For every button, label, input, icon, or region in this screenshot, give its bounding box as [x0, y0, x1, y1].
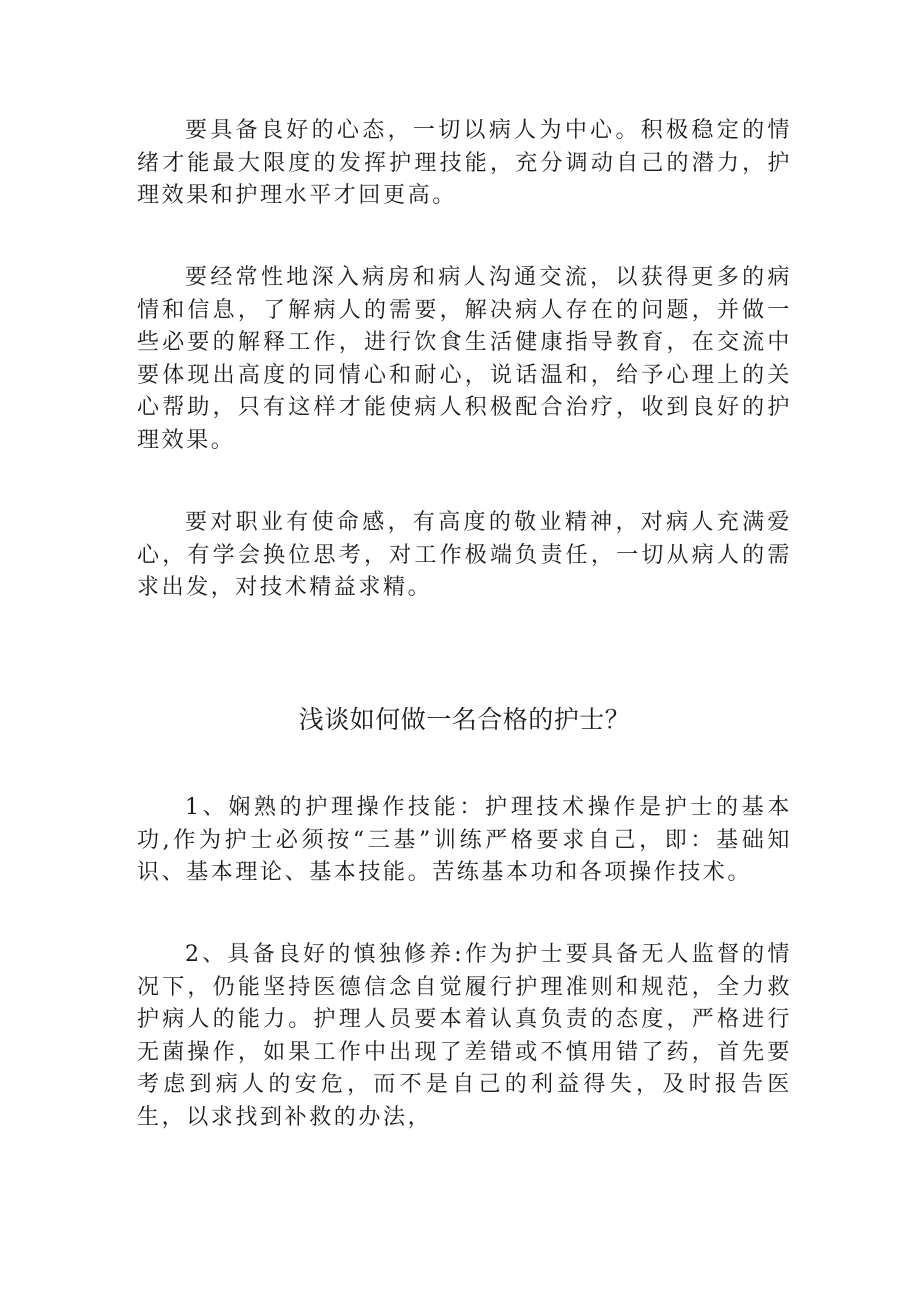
paragraph-self-discipline: 2、具备良好的慎独修养:作为护士要具备无人监督的情况下，仍能坚持医德信念自觉履行护理准则和规范，全力救护病人的能力。护理人员要本着认真负责的态度，严格进行无菌操作，如果工作中出现了差错或不慎用错了药，首先要考虑到病人的安危，而不是自己的利益得失，及时报告医生，以求找到补救的办法， [137, 942, 792, 1130]
section-heading: 浅谈如何做一名合格的护士？ [298, 705, 631, 734]
paragraph-mindset: 要具备良好的心态，一切以病人为中心。积极稳定的情绪才能最大限度的发挥护理技能，充分调动自己的潜力，护理效果和护理水平才回更高。 [137, 118, 792, 209]
paragraph-dedication: 要对职业有使命感，有高度的敬业精神，对病人充满爱心，有学会换位思考，对工作极端负责任，一切从病人的需求出发，对技术精益求精。 [137, 510, 792, 601]
paragraph-nursing-skills: 1、娴熟的护理操作技能：护理技术操作是护士的基本功,作为护士必须按“三基”训练严格要求自己，即：基础知识、基本理论、基本技能。苦练基本功和各项操作技术。 [137, 795, 792, 886]
paragraph-communication: 要经常性地深入病房和病人沟通交流，以获得更多的病情和信息，了解病人的需要，解决病人存在的问题，并做一些必要的解释工作，进行饮食生活健康指导教育，在交流中要体现出高度的同情心和耐心，说话温和，给予心理上的关心帮助，只有这样才能使病人积极配合治疗，收到良好的护理效果。 [137, 265, 792, 453]
